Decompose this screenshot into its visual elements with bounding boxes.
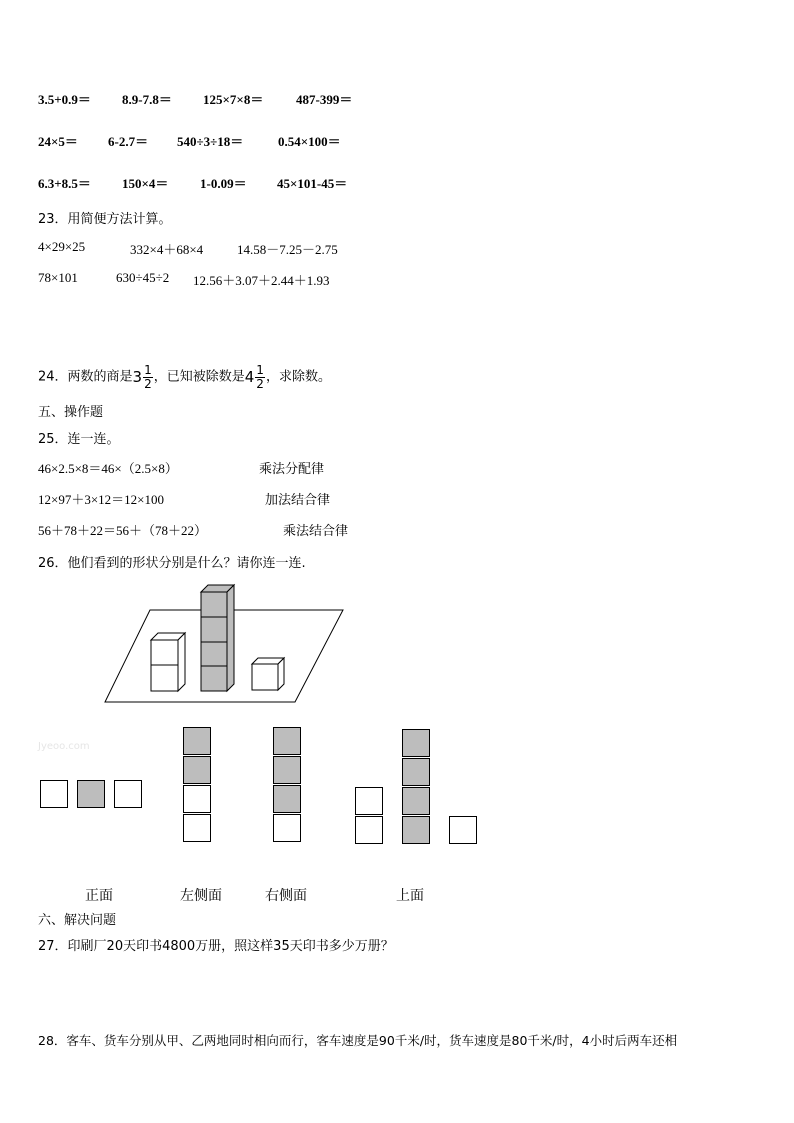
single-cube (252, 658, 284, 690)
view-label-left: 左侧面 (180, 888, 222, 904)
fraction (255, 364, 265, 391)
calc-item: 487-399＝ (296, 92, 353, 107)
mixed-whole: 4 (244, 368, 255, 386)
q23-expr: 4×29×25 (38, 239, 86, 254)
square (449, 816, 477, 844)
calc-item: 24×5＝ (38, 134, 78, 149)
q25-left-item: 12×97＋3×12＝12×100 (38, 492, 164, 507)
calc-item: 3.5+0.9＝ (38, 92, 91, 107)
square (355, 787, 383, 815)
square (273, 814, 301, 842)
square-shaded (273, 756, 301, 784)
mixed-whole: 3 (132, 368, 143, 386)
square-shaded (402, 729, 430, 757)
calc-item: 0.54×100＝ (278, 134, 341, 149)
square-shaded (273, 785, 301, 813)
q25-right-item: 加法结合律 (265, 493, 331, 508)
q25-right-item: 乘法分配律 (259, 462, 325, 477)
view-label-front: 正面 (85, 888, 113, 904)
square (183, 814, 211, 842)
calc-item: 150×4＝ (122, 176, 169, 191)
calc-item: 540÷3÷18＝ (177, 134, 244, 149)
q23-expr: 630÷45÷2 (116, 270, 170, 285)
q23-expr: 14.58－7.25－2.75 (237, 242, 338, 257)
square-shaded (402, 787, 430, 815)
q24-post: ，求除数。 (265, 369, 331, 385)
q23-title: 23．用简便方法计算。 (38, 212, 172, 227)
cube-scene (100, 578, 350, 708)
square-shaded (183, 756, 211, 784)
section-heading: 五、操作题 (38, 405, 104, 420)
square (114, 780, 142, 808)
square-shaded (183, 727, 211, 755)
fraction (143, 364, 153, 391)
q25-left-item: 46×2.5×8＝46×（2.5×8） (38, 461, 178, 476)
calc-item: 6.3+8.5＝ (38, 176, 91, 191)
q25-left-item: 56＋78＋22＝56＋（78＋22） (38, 523, 208, 538)
view-label-right: 右侧面 (265, 888, 307, 904)
square-shaded (77, 780, 105, 808)
q26-title: 26．他们看到的形状分别是什么？请你连一连. (38, 556, 306, 571)
square-shaded (402, 758, 430, 786)
q24-mid: ，已知被除数是 (153, 369, 245, 385)
square (355, 816, 383, 844)
calc-item: 45×101-45＝ (277, 176, 348, 191)
q23-expr: 332×4＋68×4 (130, 242, 204, 257)
calc-item: 125×7×8＝ (203, 92, 264, 107)
calc-item: 1-0.09＝ (200, 176, 247, 191)
square (183, 785, 211, 813)
square-shaded (402, 816, 430, 844)
q23-expr: 78×101 (38, 270, 78, 285)
calc-item: 8.9-7.8＝ (122, 92, 172, 107)
section-heading: 六、解决问题 (38, 913, 117, 928)
view-label-top: 上面 (396, 888, 424, 904)
q27: 27．印刷厂20天印书4800万册，照这样35天印书多少万册？ (38, 939, 394, 954)
square-shaded (273, 727, 301, 755)
denominator: 2 (256, 376, 264, 391)
square (40, 780, 68, 808)
denominator: 2 (144, 376, 152, 391)
numerator: 1 (256, 362, 264, 377)
left-cube-stack (151, 633, 185, 691)
q24 (38, 358, 331, 397)
q24-pre: 24．两数的商是 (38, 369, 133, 385)
q23-expr: 12.56＋3.07＋2.44＋1.93 (193, 273, 330, 288)
numerator: 1 (144, 362, 152, 377)
q25-title: 25．连一连。 (38, 432, 120, 447)
q25-right-item: 乘法结合律 (283, 524, 349, 539)
calc-item: 6-2.7＝ (108, 134, 149, 149)
tall-cube-stack (201, 585, 234, 691)
q28: 28．客车、货车分别从甲、乙两地同时相向而行，客车速度是90千米/时，货车速度是80千米/时，4小时后两车还相 (38, 1033, 678, 1048)
watermark: Jyeoo.com (38, 741, 90, 752)
